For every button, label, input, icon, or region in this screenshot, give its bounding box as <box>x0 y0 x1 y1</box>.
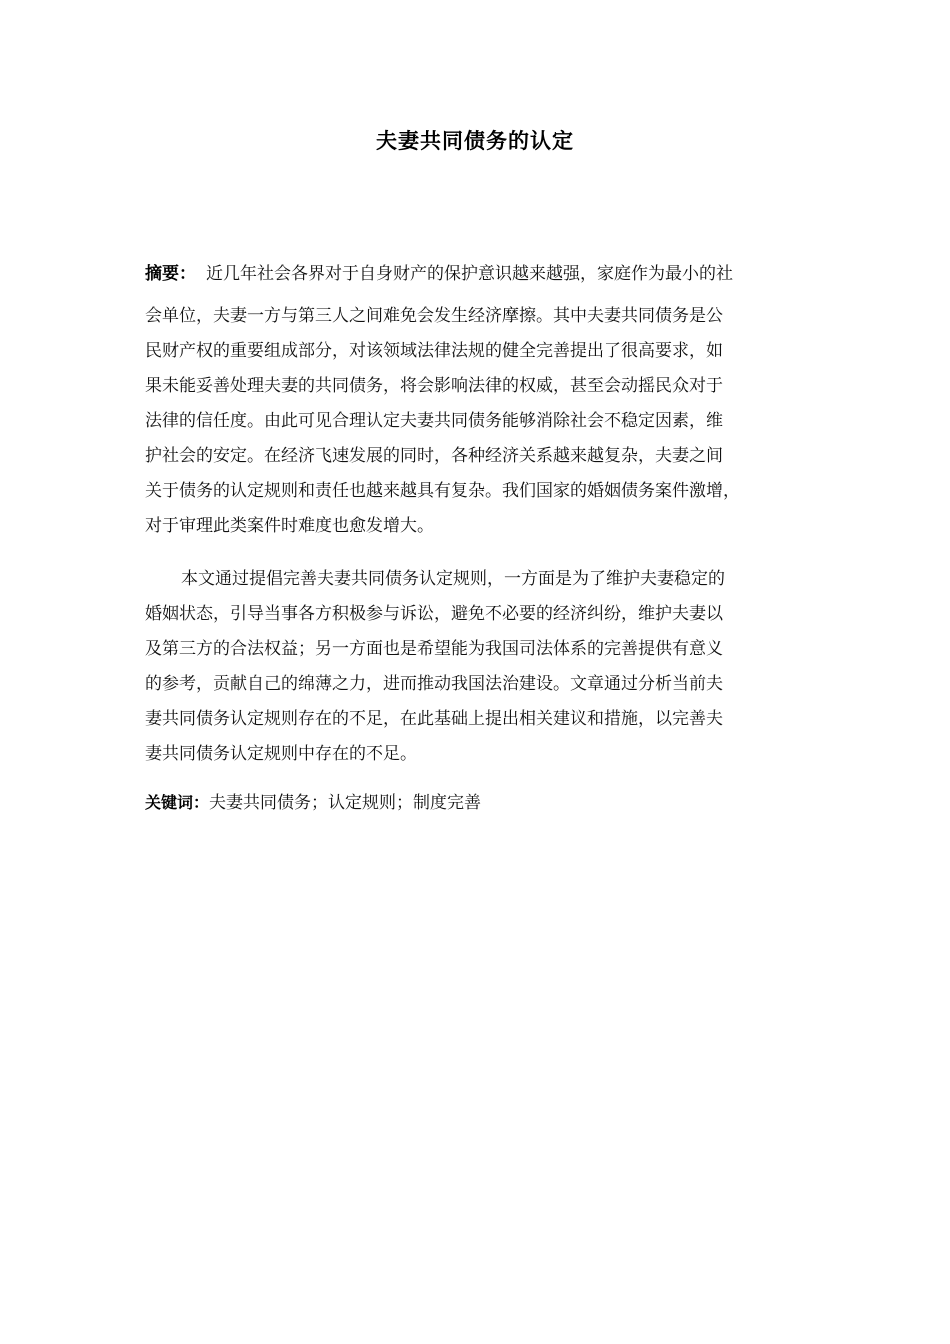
paragraph-2-line-2: 婚姻状态，引导当事各方积极参与诉讼，避免不必要的经济纠纷，维护夫妻以 <box>145 604 723 624</box>
abstract-line-7: 关于债务的认定规则和责任也越来越具有复杂。我们国家的婚姻债务案件激增， <box>145 481 740 501</box>
abstract-line-5: 法律的信任度。由此可见合理认定夫妻共同债务能够消除社会不稳定因素，维 <box>145 411 723 431</box>
paragraph-2-line-4: 的参考，贡献自己的绵薄之力，进而推动我国法治建设。文章通过分析当前夫 <box>145 674 723 694</box>
body-paragraph-2 <box>145 562 817 772</box>
abstract-line-6: 护社会的安定。在经济飞速发展的同时，各种经济关系越来越复杂，夫妻之间 <box>145 446 723 466</box>
abstract-label: 摘要： <box>145 264 196 284</box>
keywords-label: 关键词： <box>145 793 210 812</box>
keywords-text: 夫妻共同债务；认定规则；制度完善 <box>209 793 482 813</box>
abstract-line-2: 会单位，夫妻一方与第三人之间难免会发生经济摩擦。其中夫妻共同债务是公 <box>145 306 723 326</box>
abstract-paragraph <box>145 255 817 544</box>
paragraph-2-line-3: 及第三方的合法权益；另一方面也是希望能为我国司法体系的完善提供有意义 <box>145 639 723 659</box>
paragraph-2-line-1: 本文通过提倡完善夫妻共同债务认定规则，一方面是为了维护夫妻稳定的 <box>181 569 725 589</box>
paragraph-2-line-5: 妻共同债务认定规则存在的不足，在此基础上提出相关建议和措施，以完善夫 <box>145 709 723 729</box>
abstract-line-1 <box>145 255 817 293</box>
abstract-line-text: 近几年社会各界对于自身财产的保护意识越来越强，家庭作为最小的社 <box>206 264 733 284</box>
paragraph-2-line-6: 妻共同债务认定规则中存在的不足。 <box>145 744 417 764</box>
abstract-line-4: 果未能妥善处理夫妻的共同债务，将会影响法律的权威，甚至会动摇民众对于 <box>145 376 723 396</box>
keywords-line <box>145 786 817 820</box>
abstract-line-3: 民财产权的重要组成部分，对该领域法律法规的健全完善提出了很高要求，如 <box>145 341 723 361</box>
document-title: 夫妻共同债务的认定 <box>376 129 574 153</box>
abstract-line-8: 对于审理此类案件时难度也愈发增大。 <box>145 516 434 536</box>
